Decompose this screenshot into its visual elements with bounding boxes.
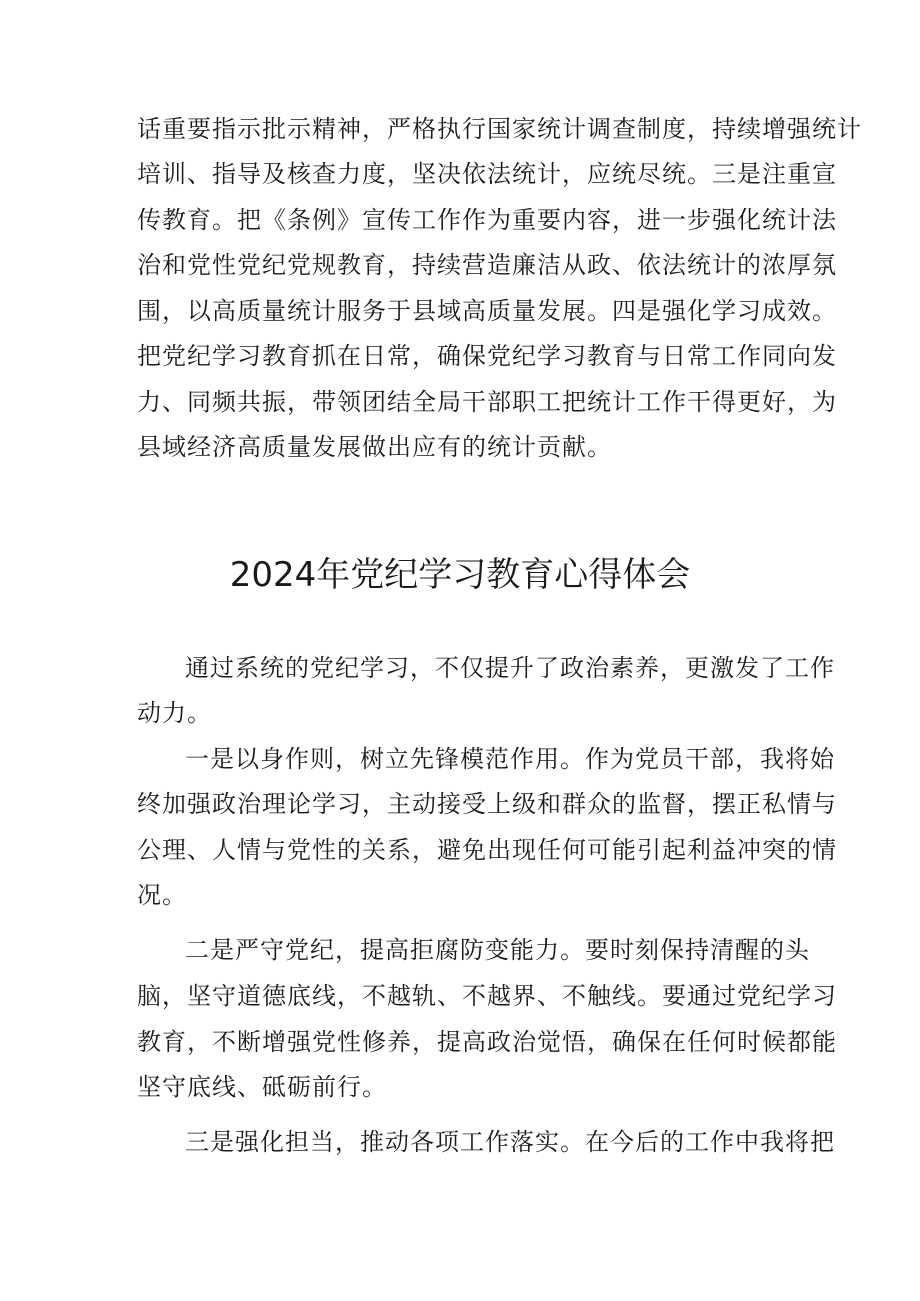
paragraph-line: 传教育。把《条例》宣传工作作为重要内容，进一步强化统计法 bbox=[137, 206, 837, 234]
paragraph-line: 一是以身作则，树立先锋模范作用。作为党员干部，我将始 bbox=[185, 745, 835, 773]
paragraph-line: 脑，坚守道德底线，不越轨、不越界、不触线。要通过党纪学习 bbox=[137, 982, 837, 1010]
paragraph-line: 二是严守党纪，提高拒腐防变能力。要时刻保持清醒的头 bbox=[185, 936, 810, 964]
paragraph-line: 公理、人情与党性的关系，避免出现任何可能引起利益冲突的情 bbox=[137, 836, 837, 864]
paragraph-line: 治和党性党纪党规教育，持续营造廉洁从政、依法统计的浓厚氛 bbox=[137, 251, 837, 279]
paragraph-line: 况。 bbox=[137, 881, 187, 909]
paragraph-line: 三是强化担当，推动各项工作落实。在今后的工作中我将把 bbox=[185, 1128, 835, 1156]
paragraph-line: 教育，不断增强党性修养，提高政治觉悟，确保在任何时候都能 bbox=[137, 1028, 837, 1056]
paragraph-line: 县域经济高质量发展做出应有的统计贡献。 bbox=[137, 433, 612, 461]
paragraph-line: 培训、指导及核查力度，坚决依法统计，应统尽统。三是注重宣 bbox=[137, 160, 837, 188]
paragraph-line: 动力。 bbox=[137, 699, 212, 727]
paragraph-line: 终加强政治理论学习，主动接受上级和群众的监督，摆正私情与 bbox=[137, 790, 837, 818]
paragraph-line: 把党纪学习教育抓在日常，确保党纪学习教育与日常工作同向发 bbox=[137, 342, 837, 370]
paragraph-line: 话重要指示批示精神，严格执行国家统计调查制度，持续增强统计 bbox=[137, 115, 862, 143]
paragraph-line: 力、同频共振，带领团结全局干部职工把统计工作干得更好，为 bbox=[137, 388, 837, 416]
paragraph-line: 通过系统的党纪学习，不仅提升了政治素养，更激发了工作 bbox=[185, 654, 835, 682]
paragraph-line: 围，以高质量统计服务于县域高质量发展。四是强化学习成效。 bbox=[137, 297, 837, 325]
page-title: 2024年党纪学习教育心得体会 bbox=[229, 555, 691, 595]
paragraph-line: 坚守底线、砥砺前行。 bbox=[137, 1073, 387, 1101]
